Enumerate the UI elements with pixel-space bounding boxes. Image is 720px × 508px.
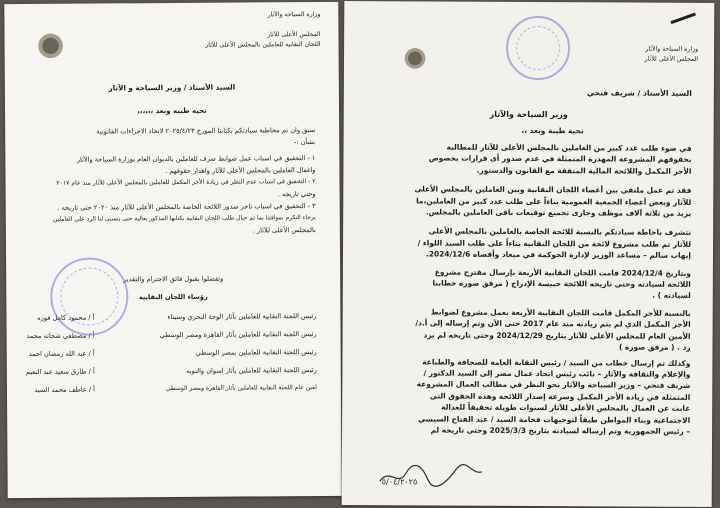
right-line: – رئيس الجمهورية وتم إرساله لسيادته بتاريخ 2025/3/3 وحتى تاريخه لم [430, 425, 691, 436]
right-greeting: تحية طيبة وبعد ،، [521, 125, 584, 136]
right-paragraph [364, 356, 690, 438]
right-paragraph [365, 183, 691, 219]
left-closing: وتفضلوا بقبول فائق الاحترام والتقدير [123, 274, 224, 284]
left-signatories-heading: رؤساء اللجان النقابية [138, 292, 208, 302]
right-paragraph [365, 266, 691, 302]
right-line: بالنسبة للأجر المكمل قامت اللجان النقابية الأربعة بعمل مشروع لضوابط [430, 307, 691, 318]
right-line: الأمين العام للمجلس الأعلى للآثار بتاريخ 2024/12/29 وحتى تاريخه لم يرد [423, 330, 691, 341]
received-stamp-icon [506, 16, 570, 80]
right-line: يزيد من ثلاثة آلاف موظف وجارى تجميع توقيعات باقى العاملين بالمجلس. [425, 207, 692, 218]
handwritten-signature [376, 461, 486, 492]
right-line: غابت عن العمال بالمجلس الأعلى للآثار لسنوات طويلة تحقيقاً للعدالة [441, 402, 691, 413]
signatory-row [28, 347, 317, 362]
signatory-name: أ / طارق سعيد عبد النعيم [25, 367, 95, 377]
signatory-name: أ / عبد الله رمضان احمد [28, 349, 95, 359]
right-line: للآثار تم طلب مشروع لائحة من اللجان النقابية بناءاً على طلب السيد اللواء / [417, 238, 692, 249]
signatory-row [25, 365, 317, 380]
left-item-line: واغفال العاملين بالمجلس الأعلى للآثار واهدار حقوقهم . [165, 166, 316, 176]
right-line: الأجر المكمل واللائحة المالية المتفقة مع القانون والدستور. [476, 165, 692, 176]
left-committees: اللجان النقابية للعاملين بالمجلس الأعلى للآثار [205, 40, 321, 49]
left-letter-page [4, 2, 341, 498]
right-line: نتشرف باحاطة سيادتكم بالنسبة للائحة الخاصة بالعاملين بالمجلس الأعلى [428, 226, 692, 238]
left-intro-line: سبق وان تم مخاطبة سيادتكم بكتابنا المورخ ٢٠٢٥/٤/٢٣ لاتخاذ الاجراءات القانونية [96, 126, 316, 136]
left-item-line: ٢ - التحقيق في اسباب عدم النظر في زيادة الأجر المكمل للعاملين بالمجلس الأعلى للآثار منذ عام ٢٠١٧ [56, 178, 316, 187]
handwritten-date: ٥/٠٤/٢٠٢٥ [381, 477, 418, 487]
left-letterhead [205, 10, 321, 51]
right-line: رد . ( مرفق صورة ) [618, 342, 691, 352]
left-ministry: وزارة السياحة والآثار [267, 10, 321, 19]
left-item-line: برجاء التكرم بموافتنا بما تم حيال طلب اللجان النقابية بكتابها المذكور بعالية حتى يتسنى لنا الرد على العاملين [52, 215, 316, 223]
signatory-title: رئيس اللجنة النقابية للعاملين بآثار القاهرة ومصر الوسطي [159, 329, 317, 340]
left-item-line: ٣ - التحقيق في اسباب تاخر صدور اللائحة الخاصة بالمجلس الأعلى للآثار منذ ٢٠٢٠ حتى تاريخه . [57, 202, 316, 212]
right-line: الاجتماعية وبناء المواطن طبقاً لتوجيهات فخامة السيد / عبد الفتاح السيسي [418, 413, 691, 425]
right-line: اللائحة لسيادته وحتى تاريخه اللائحة حبيسة الإدراج ( مرفق صورة خطابنا [432, 278, 691, 289]
right-council: المجلس الأعلى للآثار [644, 55, 699, 63]
right-paragraph [365, 141, 691, 177]
right-addressee-title: وزير السياحة والآثار [489, 109, 568, 120]
right-line: المتمثلة في زيادة الأجر المكمل وسرعة إصدار اللائحة وهذه الحقوق التى [429, 391, 691, 402]
right-addressee: السيد الأستاذ / شريف فتحي [586, 88, 692, 98]
left-item-line: وحتي تاريخه . [277, 190, 316, 199]
eagle-emblem-icon [32, 26, 68, 66]
pen-mark [670, 13, 695, 25]
right-letter-page [342, 1, 715, 507]
right-line: فقد تم عمل ملتقى بين أعضاء اللجان النقابية وبين العاملين بالمجلس الأعلى [414, 184, 692, 196]
left-item-line: ١ - التحقيق في اسباب عمل ضوابط صرف للعاملين بالديوان العام بوزارة السياحة والآثار [76, 154, 316, 164]
left-addressee: السيد الأستاذ / وزير السياحة و الآثار [108, 82, 236, 93]
right-line: وبتاريخ 2024/12/4 قامت اللجان النقابية الأربعة بإرسال مقترح مشروع [434, 267, 691, 278]
signatory-name: أ / عاطف محمد السيد [34, 385, 96, 394]
right-line: الأجر المكمل الذي لم يتم زيادته منذ عام 2017 حتى الآن وتم إرساله إلى أ.د/ [415, 318, 691, 330]
signatory-title: امين عام اللجنة النقابية للعاملين بآثار القاهرة ومصر الوسطي [165, 383, 317, 393]
left-council: المجلس الأعلى للآثار [267, 30, 321, 39]
right-paragraph [365, 226, 691, 262]
signatory-title: رئيس اللجنة النقابية للعاملين بآثار اسوان والنوبه [186, 365, 317, 375]
right-line: للآثار وبعض أعضاء الجمعية العمومية بناءاً على طلب عدد كبير من العاملين،ما [416, 196, 692, 207]
right-line: بحقوقهم المشروعة المهدرة المتمثلة في عدم صدور أى قرارات بخصوص [428, 153, 692, 165]
right-line: شريف فتحي – وزير السياحة والآثار نحو النظر في مطالب العمال المشروعة [416, 379, 691, 391]
left-intro-line: بشأن :- [293, 138, 316, 147]
signatory-name: أ / محمود كامل فوزه [37, 313, 95, 322]
right-line: إيهاب سالم – مساعد الوزير لإدارة الحوكمة في ميعاد وأقصاه 2024/12/6. [426, 249, 692, 261]
left-body [5, 124, 340, 238]
eagle-emblem-icon [400, 41, 430, 75]
left-greeting: تحيه طيبه وبعد ،،،،،، [137, 106, 207, 116]
right-body [342, 141, 714, 437]
signatory-row [31, 384, 317, 398]
signatory-title: رئيس اللجنة النقابية للعاملين بمصر الوسطي [195, 347, 317, 357]
right-line: لسيادته ) . [652, 291, 691, 301]
union-stamp-icon [50, 257, 129, 336]
right-line: والإعلام والثقافة والآثار – نائب رئيس اتحاد عمال مصر إلى السيد الدكتور / [423, 368, 691, 379]
right-line: في ضوء طلب عدد كبير من العاملين بالمجلس الأعلى للآثار للمطالبة [446, 142, 692, 153]
right-line: وكذلك تم إرسال خطاب من السيد / رئيس النقابة العامة للصحافة والطباعة [422, 356, 691, 368]
right-ministry: وزارة السياحة والآثار [645, 45, 699, 53]
right-letterhead [645, 45, 698, 65]
left-item-line: بالمجلس الأعلى للآثار . [252, 226, 316, 235]
signatory-name: أ / مصطفي شحاته محمد [26, 331, 95, 341]
signatory-title: رئيس اللجنة النقابية للعاملين بآثار الوجة البحري وسيناء [167, 312, 317, 322]
right-paragraph [364, 306, 690, 353]
